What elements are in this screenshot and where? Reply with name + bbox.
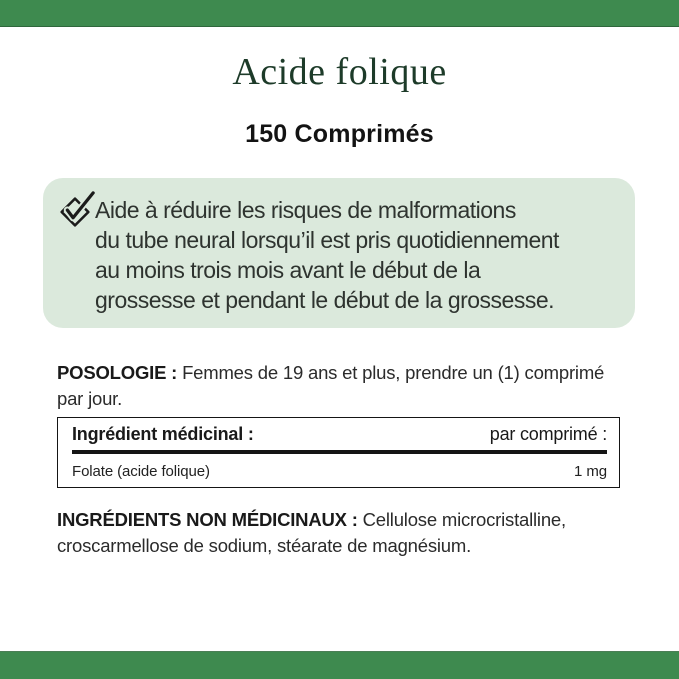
ingredient-amount: 1 mg [574,463,607,480]
table-header-ingredient: Ingrédient médicinal : [72,424,254,444]
claim-line-2: du tube neural lorsqu’il est pris quotidiennement [95,227,559,253]
table-header-per-tablet: par comprimé : [489,424,607,444]
table-row [58,454,619,480]
ingredient-name: Folate (acide folique) [72,463,210,480]
posologie-text-line1: Femmes de 19 ans et plus, prendre un (1) comprimé [182,362,605,383]
claim-line-4: grossesse et pendant le début de la grossesse. [95,287,555,313]
non-medicinal-label: INGRÉDIENTS NON MÉDICINAUX : [57,509,363,530]
health-claim-text [95,195,627,315]
claim-line-1: Aide à réduire les risques de malformations [95,197,516,223]
product-title: Acide folique [232,51,447,93]
posologie-text-line2: par jour. [57,388,123,409]
bottom-green-bar [0,651,679,679]
non-medicinal-line1: Cellulose microcristalline, [362,509,566,530]
posologie-label: POSOLOGIE : [57,362,183,383]
non-medicinal-paragraph [57,507,632,559]
tablet-count: 150 Comprimés [245,120,434,148]
claim-line-3: au moins trois mois avant le début de la [95,257,481,283]
check-diamond-icon [54,191,96,233]
health-claim-box [43,178,635,328]
table-header-row [58,418,619,449]
top-green-bar [0,0,679,27]
medicinal-ingredient-table [57,417,620,488]
posologie-paragraph [57,360,632,412]
non-medicinal-line2: croscarmellose de sodium, stéarate de magnésium. [57,535,472,556]
